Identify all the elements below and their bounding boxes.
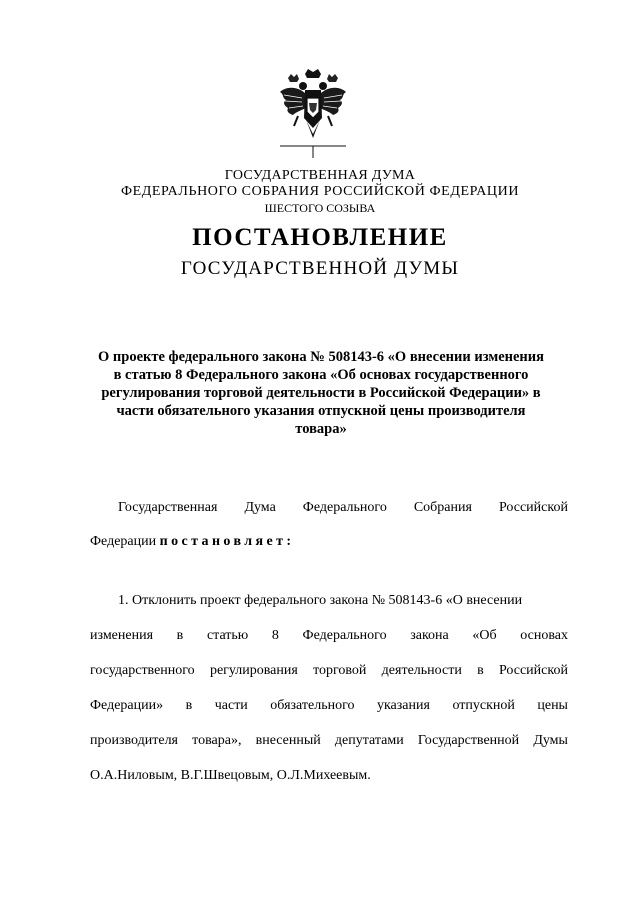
item-line	[90, 653, 568, 688]
word: Федерального	[302, 628, 387, 643]
subject-line: части обязательного указания отпускной цены производителя	[116, 403, 526, 419]
word: Государственная	[118, 500, 218, 515]
word: деятельности	[381, 663, 462, 678]
word: Собрания	[413, 500, 472, 515]
word: «Об	[472, 628, 497, 643]
word: Думы	[533, 733, 568, 748]
subject-line: в статью 8 Федерального закона «Об основах государственного	[113, 367, 529, 383]
word: Государственной	[417, 733, 520, 748]
word: 8	[271, 628, 279, 643]
subject-line: О проекте федерального закона № 508143-6 «О внесении изменения	[98, 349, 544, 365]
subject-line: товара»	[295, 421, 347, 437]
word: регулирования	[209, 663, 298, 678]
word: обязательного	[270, 698, 355, 713]
item-1-paragraph	[90, 583, 568, 793]
word: в	[185, 698, 193, 713]
item-line	[90, 723, 568, 758]
item-line: 1. Отклонить проект федерального закона № 508143-6 «О внесении	[118, 593, 523, 608]
convocation: ШЕСТОГО СОЗЫВА	[264, 201, 376, 215]
word: депутатами	[334, 733, 404, 748]
issuer-name: ГОСУДАРСТВЕННАЯ ДУМА	[224, 168, 416, 183]
word: Дума	[244, 500, 276, 515]
word: торговой	[313, 663, 367, 678]
word: части	[214, 698, 248, 713]
document-title: ПОСТАНОВЛЕНИЕ	[192, 224, 448, 251]
issuer-parent: ФЕДЕРАЛЬНОГО СОБРАНИЯ РОССИЙСКОЙ ФЕДЕРАЦИИ	[120, 184, 520, 199]
word: отпускной	[452, 698, 515, 713]
word: в	[477, 663, 484, 678]
word: изменения	[90, 628, 154, 643]
preamble-line	[90, 491, 568, 525]
subject-line: регулирования торговой деятельности в Российской Федерации» в	[101, 385, 541, 401]
item-line	[90, 618, 568, 653]
preamble-paragraph	[90, 491, 568, 559]
item-line	[90, 688, 568, 723]
preamble-line	[90, 525, 568, 559]
document-subtitle: ГОСУДАРСТВЕННОЙ ДУМЫ	[180, 258, 460, 279]
item-line: О.А.Ниловым, В.Г.Швецовым, О.Л.Михеевым.	[90, 768, 371, 783]
document-subject	[98, 348, 544, 438]
word: статью	[206, 628, 249, 643]
word: Федерации»	[90, 698, 164, 713]
word: государственного	[90, 663, 195, 678]
word: Российской	[498, 500, 568, 515]
word: товара»,	[192, 733, 242, 748]
word: в	[176, 628, 184, 643]
word: внесенный	[255, 733, 321, 748]
word: Российской	[498, 663, 568, 678]
word: цены	[537, 698, 568, 713]
coat-of-arms-emblem	[278, 68, 348, 160]
word: указания	[376, 698, 430, 713]
resolves-verb: постановляет:	[159, 534, 295, 549]
word: Федерации	[90, 534, 157, 549]
word: производителя	[90, 733, 178, 748]
word: закона	[410, 628, 449, 643]
word: Федерального	[302, 500, 387, 515]
word: основах	[520, 628, 568, 643]
